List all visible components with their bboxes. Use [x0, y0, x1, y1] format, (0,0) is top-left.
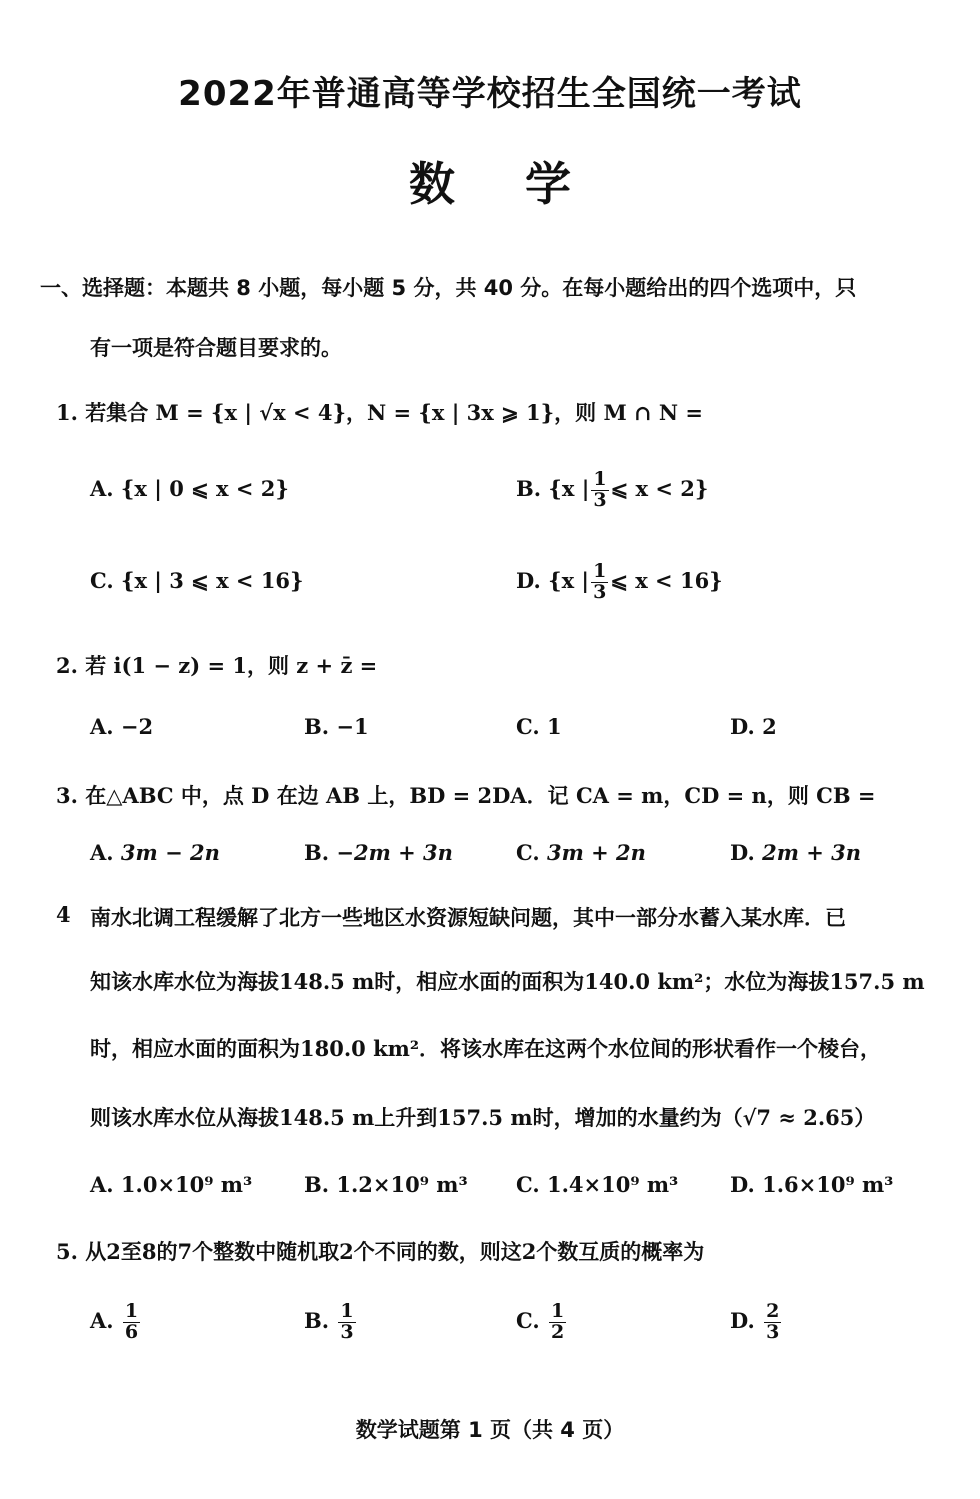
question-number: 1. — [56, 400, 78, 425]
q1-option-c: C. {x | 3 ⩽ x < 16} — [90, 568, 304, 593]
question-4-line2: 知该水库水位为海拔148.5 m时，相应水面的面积为140.0 km²；水位为海拔157.5 m — [90, 969, 925, 994]
fraction: $\frac{1}{3}$ — [593, 468, 607, 511]
q3-option-b: B. −2m + 3n — [304, 840, 453, 865]
fraction: $\frac{1}{2}$ — [550, 1300, 565, 1343]
question-4-line1: 南水北调工程缓解了北方一些地区水资源短缺问题，其中一部分水蓄入某水库．已 — [90, 905, 846, 930]
question-3 — [56, 780, 876, 810]
page-footer: 数学试题第 1 页（共 4 页） — [355, 1418, 625, 1442]
q5-option-a: A. $\frac{1}{6}$ — [90, 1300, 139, 1343]
q1-option-d: D. {x | $\frac{1}{3}$ ⩽ x < 16} — [516, 560, 723, 603]
question-stem: 若 i(1 − z) = 1，则 z + z̄ = — [85, 653, 378, 678]
q5-option-d: D. $\frac{2}{3}$ — [730, 1300, 780, 1343]
question-1 — [56, 397, 703, 427]
q4-option-c: C. 1.4×10⁹ m³ — [516, 1172, 679, 1197]
q5-option-c: C. $\frac{1}{2}$ — [516, 1300, 565, 1343]
question-stem: 从2至8的7个整数中随机取2个不同的数，则这2个数互质的概率为 — [85, 1239, 705, 1264]
question-4-line3: 时，相应水面的面积为180.0 km²．将该水库在这两个水位间的形状看作一个棱台， — [90, 1036, 882, 1061]
q2-option-d: D. 2 — [730, 714, 777, 739]
question-number: 5. — [56, 1239, 78, 1264]
q4-option-a: A. 1.0×10⁹ m³ — [90, 1172, 253, 1197]
q3-option-d: D. 2m + 3n — [730, 840, 862, 865]
question-2 — [56, 650, 377, 680]
q2-option-c: C. 1 — [516, 714, 562, 739]
question-5 — [56, 1236, 704, 1266]
q4-option-d: D. 1.6×10⁹ m³ — [730, 1172, 894, 1197]
q3-option-c: C. 3m + 2n — [516, 840, 646, 865]
section-heading-line1: 一、选择题：本题共 8 小题，每小题 5 分，共 40 分。在每小题给出的四个选项中，只 — [40, 276, 857, 300]
q2-option-b: B. −1 — [304, 714, 369, 739]
question-4-line4: 则该水库水位从海拔148.5 m上升到157.5 m时，增加的水量约为（√7 ≈ 2.65） — [90, 1105, 876, 1130]
q5-option-b: B. $\frac{1}{3}$ — [304, 1300, 354, 1343]
question-number: 3. — [56, 783, 78, 808]
q1-option-a: A. {x | 0 ⩽ x < 2} — [90, 476, 289, 501]
q1-option-b: B. {x | $\frac{1}{3}$ ⩽ x < 2} — [516, 468, 709, 511]
q4-option-b: B. 1.2×10⁹ m³ — [304, 1172, 468, 1197]
q2-option-a: A. −2 — [90, 714, 154, 739]
fraction: $\frac{2}{3}$ — [766, 1300, 780, 1343]
exam-title: 2022年普通高等学校招生全国统一考试 — [178, 74, 802, 114]
q3-option-a: A. 3m − 2n — [90, 840, 220, 865]
question-stem: 若集合 M = {x | √x < 4}，N = {x | 3x ⩾ 1}，则 M ∩ N = — [85, 400, 704, 425]
fraction: $\frac{1}{6}$ — [124, 1300, 139, 1343]
section-heading-line2: 有一项是符合题目要求的。 — [90, 336, 342, 360]
fraction: $\frac{1}{3}$ — [340, 1300, 354, 1343]
fraction: $\frac{1}{3}$ — [593, 560, 607, 603]
question-stem: 在△ABC 中，点 D 在边 AB 上，BD = 2DA．记 CA = m，CD = n，则 CB = — [85, 783, 876, 808]
question-number: 2. — [56, 653, 78, 678]
subject-title: 数学 — [409, 157, 641, 211]
question-4-number: 4 — [56, 902, 71, 927]
